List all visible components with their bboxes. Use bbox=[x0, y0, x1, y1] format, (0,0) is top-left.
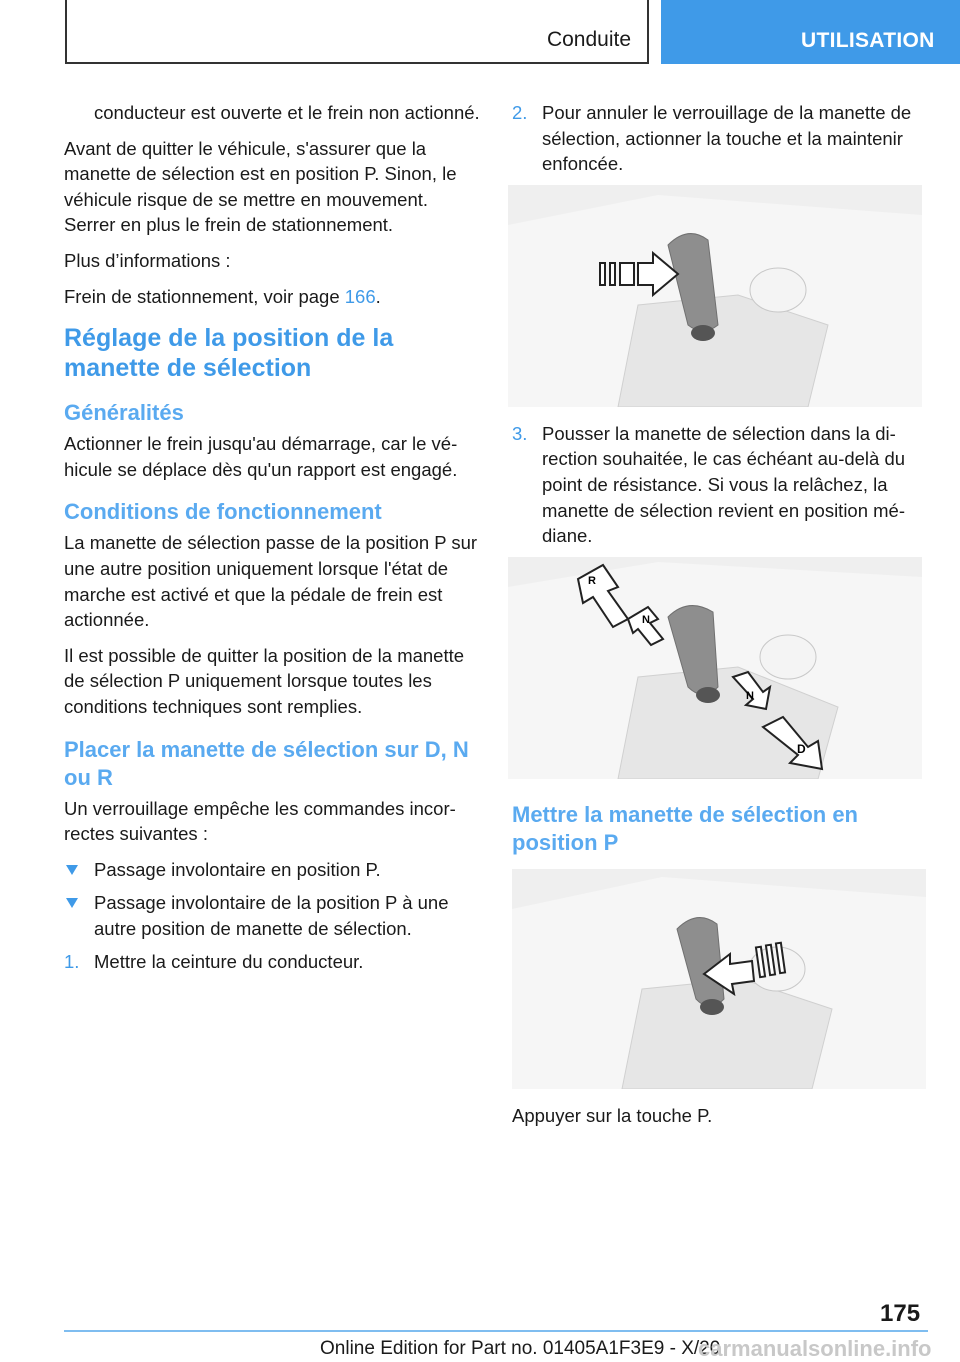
paragraph-text: Frein de stationnement, voir page bbox=[64, 285, 345, 307]
step-text: Mettre la ceinture du conducteur. bbox=[94, 951, 364, 973]
step-text: Pousser la manette de sélection dans la direction souhaitée, le cas échéant au-delà du point de résistance. Si vous la relâchez, la manette de sélection revient en position médiane. bbox=[542, 422, 906, 547]
gear-selector-unlock-illustration bbox=[508, 185, 922, 407]
gear-label-d: D bbox=[797, 741, 806, 756]
paragraph: Avant de quitter le véhicule, s'assurer que la manette de sélection est en position P. Sinon, le véhicule risque de se mettre en mouvement. Serrer en plus le frein de stationnement. bbox=[64, 137, 457, 236]
paragraph: Appuyer sur la touche P. bbox=[512, 1104, 713, 1126]
header-section-title: Conduite bbox=[546, 28, 631, 51]
watermark-logo: carmanualsonline.info bbox=[698, 1336, 932, 1361]
bullet-text: Passage involontaire en position P. bbox=[94, 858, 381, 880]
step-number: 3. bbox=[512, 422, 528, 444]
paragraph: La manette de sélection passe de la position P sur une autre position uniquement lorsque l'état de marche est activé et que la pédale de frein est actionnée. bbox=[64, 532, 478, 631]
step-number: 2. bbox=[512, 102, 528, 123]
gear-label-n-up: N bbox=[642, 613, 650, 626]
subsection-heading: Généralités bbox=[64, 400, 184, 426]
page-number: 175 bbox=[880, 1300, 921, 1327]
paragraph-text: . bbox=[375, 285, 381, 307]
header-chapter-tab[interactable]: UTILISATION bbox=[661, 0, 960, 64]
step-text: Pour annuler le verrouillage de la manette de sélection, actionner la touche et la maintenir enfoncée. bbox=[542, 102, 912, 175]
paragraph: Il est possible de quitter la position de la manette de sélection P uniquement lorsque toutes les conditions techniques sont remplies. bbox=[64, 644, 465, 717]
step-item bbox=[512, 421, 928, 549]
gear-label-r: R bbox=[588, 574, 596, 587]
paragraph: Un verrouillage empêche les commandes incorrectes suivantes : bbox=[64, 797, 456, 845]
bullet-item bbox=[64, 857, 484, 883]
left-column bbox=[64, 100, 484, 983]
triangle-bullet-icon bbox=[66, 865, 78, 875]
bullet-text: Passage involontaire de la position P à une autre position de manette de sélection. bbox=[94, 892, 449, 939]
bullet-item bbox=[64, 890, 484, 941]
gear-selector-park-illustration bbox=[512, 869, 926, 1089]
subsection-heading: Placer la manette de sélection sur D, N ou R bbox=[64, 736, 469, 790]
right-column bbox=[512, 100, 928, 1138]
gear-selector-directions-illustration bbox=[508, 557, 922, 779]
subsection-heading: Mettre la manette de sélection en position P bbox=[512, 801, 858, 855]
step-number: 1. bbox=[64, 951, 80, 973]
paragraph: Plus d’informations : bbox=[64, 249, 231, 271]
footer-divider bbox=[64, 1330, 928, 1332]
paragraph: Actionner le frein jusqu'au démarrage, car le véhicule se déplace dès qu'un rapport est engagé. bbox=[64, 433, 458, 480]
footer-edition: Online Edition for Part no. 01405A1F3E9 - X/20 bbox=[320, 1338, 721, 1359]
step-item bbox=[512, 100, 928, 177]
page-link[interactable]: 166 bbox=[344, 285, 376, 307]
triangle-bullet-icon bbox=[66, 898, 78, 908]
subsection-heading: Conditions de fonctionnement bbox=[64, 499, 382, 525]
paragraph-with-link bbox=[64, 284, 484, 310]
paragraph: conducteur est ouverte et le frein non actionné. bbox=[94, 102, 480, 123]
gear-label-n-down: N bbox=[746, 689, 754, 702]
section-heading: Réglage de la position de la manette de sélection bbox=[64, 324, 394, 383]
step-item bbox=[64, 949, 484, 975]
